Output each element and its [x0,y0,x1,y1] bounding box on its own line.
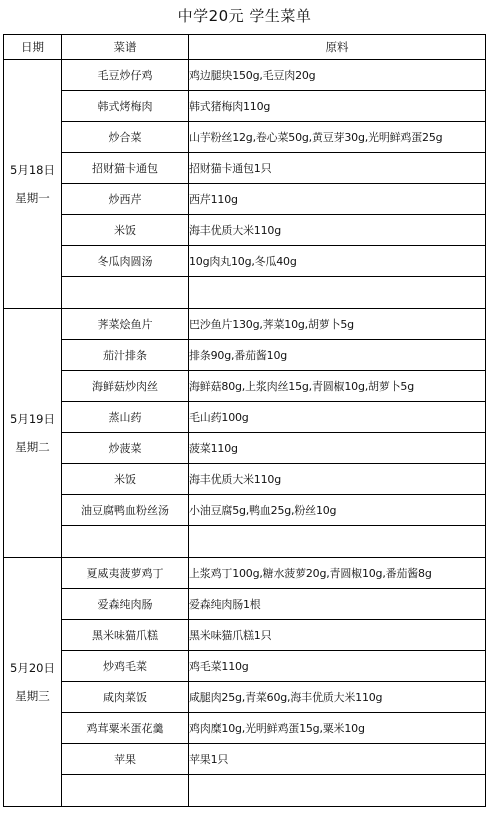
dish-name: 招财猫卡通包 [62,153,189,184]
ingredients-text: 海丰优质大米110g [189,215,486,246]
empty-ingredients-cell [189,775,486,807]
ingredients-text: 排条90g,番茄酱10g [189,340,486,371]
ingredients-text: 韩式猪梅肉110g [189,91,486,122]
empty-row [4,775,486,807]
menu-row [4,682,486,713]
ingredients-text: 爱森纯肉肠1根 [189,589,486,620]
dish-name: 冬瓜肉圆汤 [62,246,189,277]
menu-row [4,589,486,620]
menu-row [4,620,486,651]
ingredients-text: 海鲜菇80g,上浆肉丝15g,青圆椒10g,胡萝卜5g [189,371,486,402]
menu-row [4,744,486,775]
ingredients-text: 小油豆腐5g,鸭血25g,粉丝10g [189,495,486,526]
dish-name: 米饭 [62,215,189,246]
dish-name: 蒸山药 [62,402,189,433]
ingredients-text: 黑米味猫爪糕1只 [189,620,486,651]
menu-row [4,651,486,682]
dish-name: 炒西芹 [62,184,189,215]
empty-dish-cell [62,526,189,558]
ingredients-text: 10g肉丸10g,冬瓜40g [189,246,486,277]
weekday-label: 星期二 [15,440,50,454]
menu-row [4,464,486,495]
empty-dish-cell [62,277,189,309]
ingredients-text: 西芹110g [189,184,486,215]
menu-row [4,309,486,340]
menu-row [4,60,486,91]
date-label: 5月20日 [10,661,55,675]
dish-header: 菜谱 [62,35,189,60]
ingredients-text: 海丰优质大米110g [189,464,486,495]
ingredients-text: 毛山药100g [189,402,486,433]
date-cell [4,60,62,309]
menu-row [4,371,486,402]
ingredients-text: 巴沙鱼片130g,荠菜10g,胡萝卜5g [189,309,486,340]
date-label: 5月19日 [10,412,55,426]
dish-name: 油豆腐鸭血粉丝汤 [62,495,189,526]
dish-name: 咸肉菜饭 [62,682,189,713]
menu-row [4,153,486,184]
date-cell [4,558,62,807]
ingredients-text: 招财猫卡通包1只 [189,153,486,184]
menu-row [4,402,486,433]
menu-row [4,713,486,744]
ingredients-text: 山芋粉丝12g,卷心菜50g,黄豆芽30g,光明鲜鸡蛋25g [189,122,486,153]
empty-ingredients-cell [189,277,486,309]
ingredients-text: 咸腿肉25g,青菜60g,海丰优质大米110g [189,682,486,713]
menu-row [4,184,486,215]
menu-table [3,34,486,807]
dish-name: 韩式烤梅肉 [62,91,189,122]
dish-name: 海鲜菇炒肉丝 [62,371,189,402]
menu-row [4,340,486,371]
menu-row [4,495,486,526]
empty-dish-cell [62,775,189,807]
page-title: 中学20元 学生菜单 [177,7,312,25]
ingredients-text: 菠菜110g [189,433,486,464]
date-label: 5月18日 [10,163,55,177]
dish-name: 夏威夷菠萝鸡丁 [62,558,189,589]
header-row [4,35,486,60]
dish-name: 鸡茸粟米蛋花羹 [62,713,189,744]
ingredients-text: 上浆鸡丁100g,糖水菠萝20g,青圆椒10g,番茄酱8g [189,558,486,589]
dish-name: 苹果 [62,744,189,775]
menu-row [4,558,486,589]
empty-ingredients-cell [189,526,486,558]
date-cell [4,309,62,558]
dish-name: 毛豆炒仔鸡 [62,60,189,91]
dish-name: 炒菠菜 [62,433,189,464]
dish-name: 炒鸡毛菜 [62,651,189,682]
dish-name: 黑米味猫爪糕 [62,620,189,651]
menu-row [4,122,486,153]
ingredients-header: 原料 [189,35,486,60]
menu-row [4,91,486,122]
menu-row [4,215,486,246]
weekday-label: 星期三 [15,689,50,703]
date-header: 日期 [4,35,62,60]
dish-name: 荠菜烩鱼片 [62,309,189,340]
ingredients-text: 鸡肉糜10g,光明鲜鸡蛋15g,粟米10g [189,713,486,744]
ingredients-text: 苹果1只 [189,744,486,775]
dish-name: 爱森纯肉肠 [62,589,189,620]
menu-row [4,433,486,464]
weekday-label: 星期一 [15,191,50,205]
menu-row [4,246,486,277]
ingredients-text: 鸡边腿块150g,毛豆肉20g [189,60,486,91]
dish-name: 米饭 [62,464,189,495]
ingredients-text: 鸡毛菜110g [189,651,486,682]
menu-body [4,60,486,807]
empty-row [4,526,486,558]
dish-name: 茄汁排条 [62,340,189,371]
dish-name: 炒合菜 [62,122,189,153]
empty-row [4,277,486,309]
